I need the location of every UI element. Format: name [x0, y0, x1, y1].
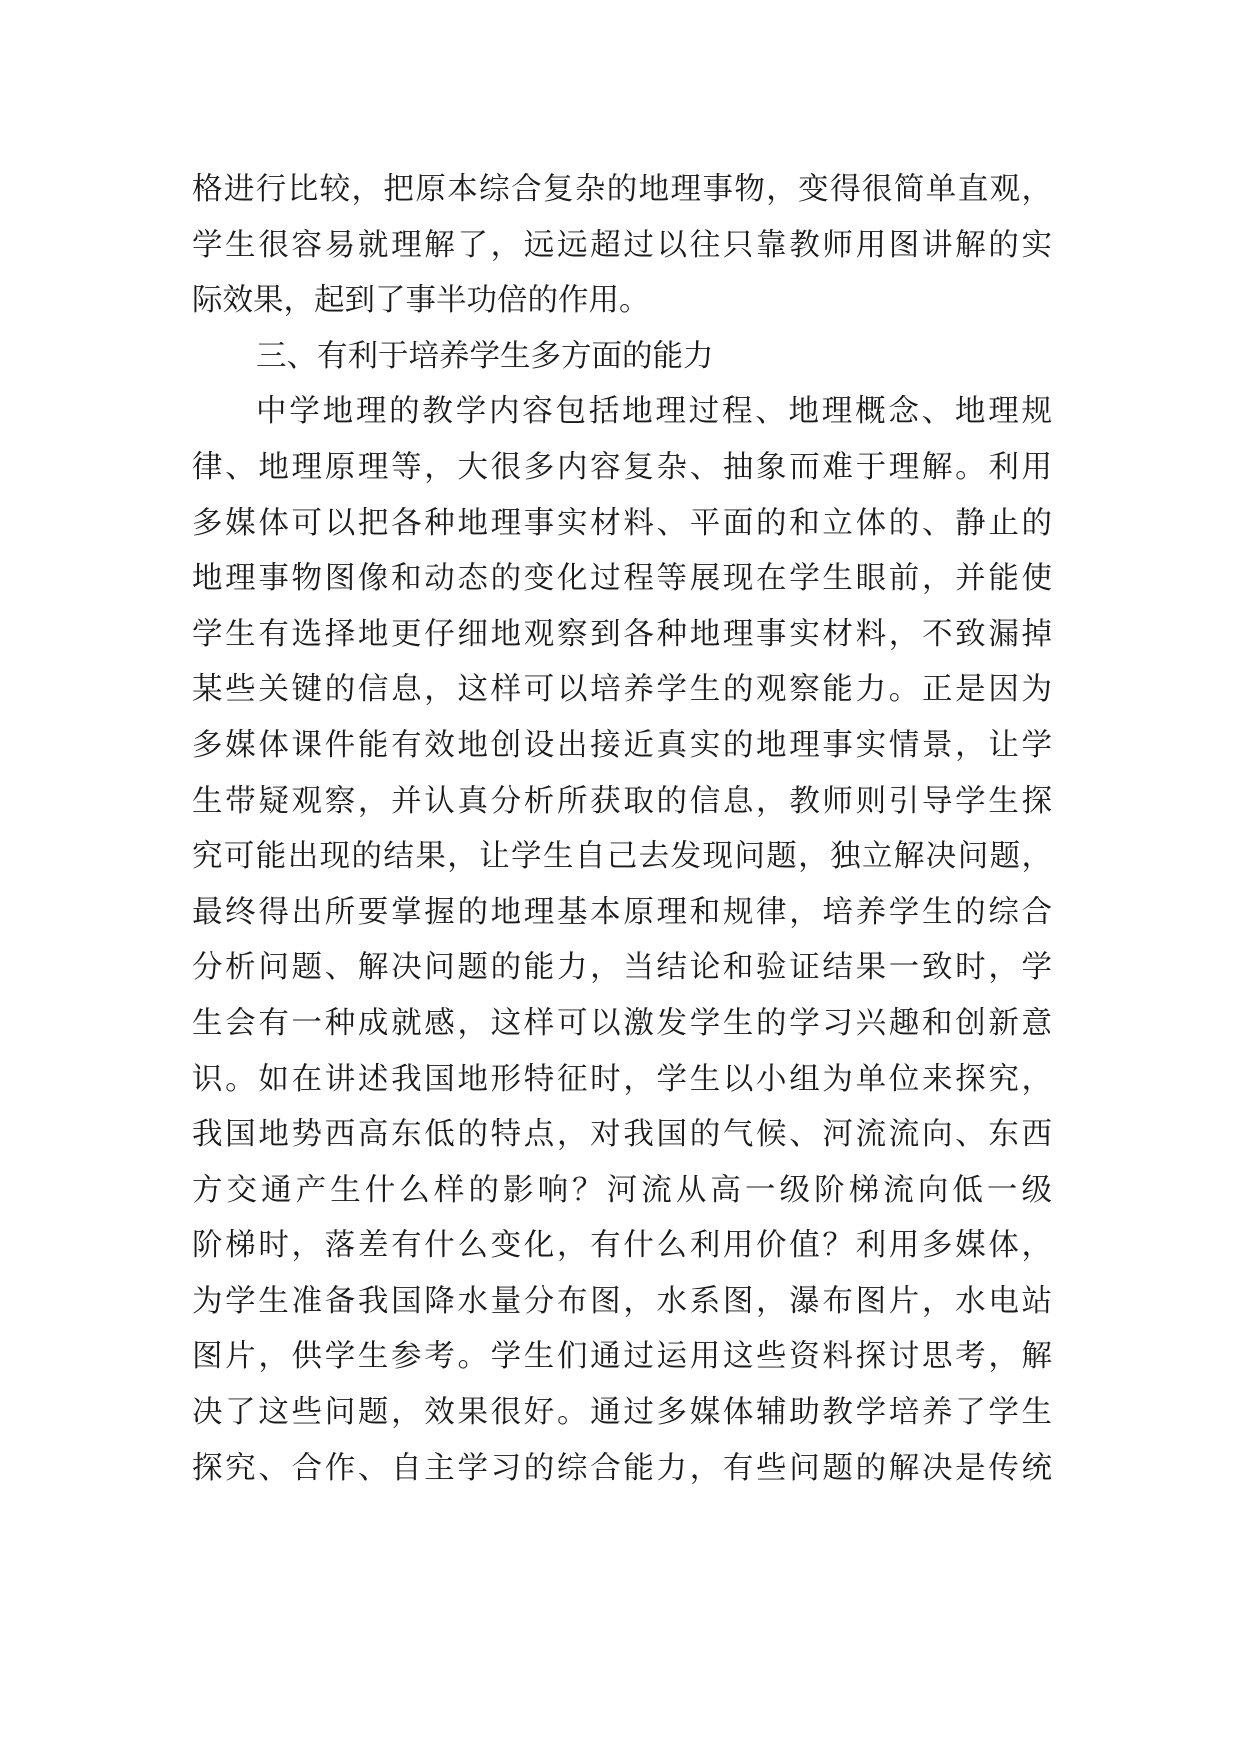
text-line: 为学生准备我国降水量分布图，水系图，瀑布图片，水电站 [192, 1283, 1052, 1319]
text-line: 我国地势西高东低的特点，对我国的气候、河流流向、东西 [192, 1117, 1052, 1153]
text-line: 律、地理原理等，大很多内容复杂、抽象而难于理解。利用 [192, 449, 1052, 485]
text-line: 分析问题、解决问题的能力，当结论和验证结果一致时，学 [192, 950, 1052, 986]
text-line: 际效果，起到了事半功倍的作用。 [192, 283, 650, 319]
text-line: 图片，供学生参考。学生们通过运用这些资料探讨思考，解 [192, 1339, 1052, 1375]
text-line: 阶梯时，落差有什么变化，有什么利用价值？利用多媒体， [192, 1228, 1052, 1264]
text-line: 某些关键的信息，这样可以培养学生的观察能力。正是因为 [192, 672, 1052, 708]
text-line: 多媒体课件能有效地创设出接近真实的地理事实情景，让学 [192, 727, 1052, 763]
text-line: 探究、合作、自主学习的综合能力，有些问题的解决是传统 [192, 1450, 1052, 1486]
text-line: 识。如在讲述我国地形特征时，学生以小组为单位来探究， [192, 1061, 1052, 1097]
document-body [192, 162, 1052, 1496]
text-line: 生带疑观察，并认真分析所获取的信息，教师则引导学生探 [192, 783, 1052, 819]
text-line: 究可能出现的结果，让学生自己去发现问题，独立解决问题， [192, 839, 1052, 875]
text-line: 地理事物图像和动态的变化过程等展现在学生眼前，并能使 [192, 561, 1052, 597]
text-line: 生会有一种成就感，这样可以激发学生的学习兴趣和创新意 [192, 1005, 1052, 1041]
text-line: 最终得出所要掌握的地理基本原理和规律，培养学生的综合 [192, 894, 1052, 930]
text-line: 学生有选择地更仔细地观察到各种地理事实材料，不致漏掉 [192, 616, 1052, 652]
text-line: 方交通产生什么样的影响？河流从高一级阶梯流向低一级 [192, 1172, 1052, 1208]
text-line: 中学地理的教学内容包括地理过程、地理概念、地理规 [256, 394, 1052, 430]
section-heading: 三、有利于培养学生多方面的能力 [256, 338, 714, 374]
text-line: 多媒体可以把各种地理事实材料、平面的和立体的、静止的 [192, 505, 1052, 541]
text-line: 学生很容易就理解了，远远超过以往只靠教师用图讲解的实 [192, 227, 1052, 263]
text-line: 格进行比较，把原本综合复杂的地理事物，变得很简单直观， [192, 172, 1052, 207]
text-line: 决了这些问题，效果很好。通过多媒体辅助教学培养了学生 [192, 1395, 1052, 1431]
